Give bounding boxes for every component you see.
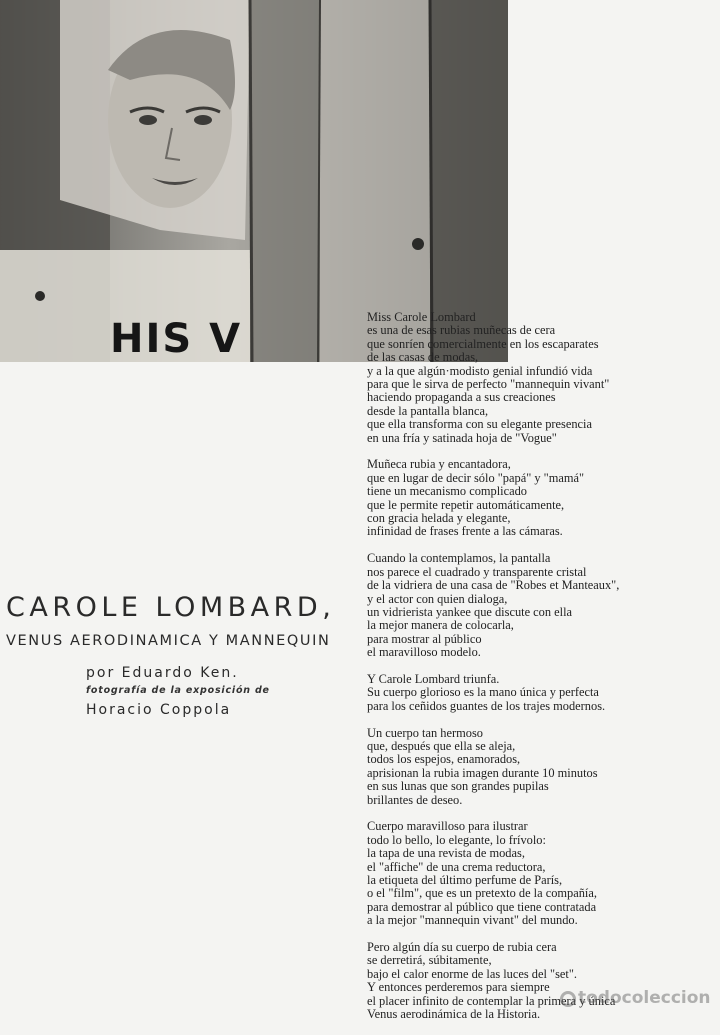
poem-line: un vidrierista yankee que discute con ella bbox=[367, 604, 573, 619]
watermark-logo-icon bbox=[560, 991, 576, 1007]
watermark-text: todocoleccion bbox=[578, 988, 711, 1008]
poem-line: que le permite repetir automáticamente, bbox=[367, 497, 565, 512]
poem-line: Y entonces perderemos para siempre bbox=[367, 980, 550, 995]
poem-stanza bbox=[367, 552, 717, 659]
poem-line: que ella transforma con su elegante presencia bbox=[367, 417, 592, 432]
poem-line: que en lugar de decir sólo "papá" y "mamá" bbox=[367, 470, 585, 485]
poem-line: Venus aerodinámica de la Historia. bbox=[367, 1007, 541, 1022]
poster-caption: HIS V bbox=[110, 316, 243, 362]
poem-line: que, después que ella se aleja, bbox=[367, 738, 516, 753]
poem-line: infinidad de frases frente a las cámaras. bbox=[367, 524, 563, 539]
poem-line: brillantes de deseo. bbox=[367, 792, 463, 807]
poem-line: el placer infinito de contemplar la primera y única bbox=[367, 993, 616, 1008]
poem-line: bajo el calor enorme de las luces del "set". bbox=[367, 966, 578, 981]
poem-line: Y Carole Lombard triunfa. bbox=[367, 671, 500, 686]
poem-line: haciendo propaganda a sus creaciones bbox=[367, 390, 556, 405]
poem-line: a la mejor "mannequin vivant" del mundo. bbox=[367, 913, 578, 928]
poem-line: y el actor con quien dialoga, bbox=[367, 591, 508, 606]
poem-line: todo lo bello, lo elegante, lo frívolo: bbox=[367, 832, 546, 847]
poem-text bbox=[367, 311, 717, 1035]
poster-photo-drawing bbox=[0, 0, 508, 362]
poem-line: Un cuerpo tan hermoso bbox=[367, 725, 483, 740]
poem-line: se derretirá, súbitamente, bbox=[367, 953, 492, 968]
poem-line: Muñeca rubia y encantadora, bbox=[367, 457, 511, 472]
poem-line: todos los espejos, enamorados, bbox=[367, 752, 521, 767]
poem-line: Cuerpo maravilloso para ilustrar bbox=[367, 819, 528, 834]
poem-line: es una de esas rubias muñecas de cera bbox=[367, 323, 556, 338]
poem-line: Su cuerpo glorioso es la mano única y perfecta bbox=[367, 685, 599, 700]
watermark bbox=[560, 988, 711, 1008]
article-title: CAROLE LOMBARD, bbox=[6, 592, 336, 623]
poem-line: de la vidriera de una casa de "Robes et Manteaux", bbox=[367, 578, 620, 593]
poster-photo bbox=[0, 0, 508, 362]
poem-stanza bbox=[367, 458, 717, 538]
poem-line: en sus lunas que son grandes pupilas bbox=[367, 779, 549, 794]
poem-line: Pero algún día su cuerpo de rubia cera bbox=[367, 940, 557, 954]
poem-line: aprisionan la rubia imagen durante 10 minutos bbox=[367, 765, 598, 780]
poem-stanza bbox=[367, 727, 717, 807]
poem-stanza bbox=[367, 673, 717, 713]
poem-line: en una fría y satinada hoja de "Vogue" bbox=[367, 430, 557, 445]
poem-stanza bbox=[367, 311, 717, 445]
poem-stanza bbox=[367, 820, 717, 927]
article-header bbox=[6, 592, 346, 718]
poem-line: la etiqueta del último perfume de París, bbox=[367, 872, 563, 887]
poem-line: Miss Carole Lombard bbox=[367, 310, 476, 324]
poem-line: para que le sirva de perfecto "mannequin vivant" bbox=[367, 377, 610, 392]
poem-line: nos parece el cuadrado y transparente cristal bbox=[367, 564, 587, 579]
poem-line: o el "film", que es un pretexto de la compañía, bbox=[367, 886, 597, 901]
poem-stanza bbox=[367, 941, 717, 1021]
article-subtitle: VENUS AERODINAMICA Y MANNEQUIN bbox=[6, 633, 331, 649]
poem-line: la mejor manera de colocarla, bbox=[367, 618, 514, 633]
poem-line: para mostrar al público bbox=[367, 631, 482, 646]
poem-line: para los ceñidos guantes de los trajes modernos. bbox=[367, 698, 606, 713]
poem-line: que sonríen comercialmente en los escaparates bbox=[367, 336, 599, 351]
poem-line: el "affiche" de una crema reductora, bbox=[367, 859, 546, 874]
poem-line: y a la que algún·modisto genial infundió vida bbox=[367, 363, 593, 378]
photo-credit: fotografía de la exposición de bbox=[86, 685, 270, 696]
poem-line: de las casas de modas, bbox=[367, 350, 479, 365]
poem-line: el maravilloso modelo. bbox=[367, 645, 481, 660]
poem-line: tiene un mecanismo complicado bbox=[367, 484, 527, 499]
poem-line: con gracia helada y elegante, bbox=[367, 511, 511, 526]
photographer-name: Horacio Coppola bbox=[86, 702, 232, 718]
poem-line: desde la pantalla blanca, bbox=[367, 403, 489, 418]
poem-line: para demostrar al público que tiene contratada bbox=[367, 899, 597, 914]
poem-line: la tapa de una revista de modas, bbox=[367, 846, 525, 861]
poem-line: Cuando la contemplamos, la pantalla bbox=[367, 551, 551, 566]
author-line: por Eduardo Ken. bbox=[86, 665, 239, 681]
